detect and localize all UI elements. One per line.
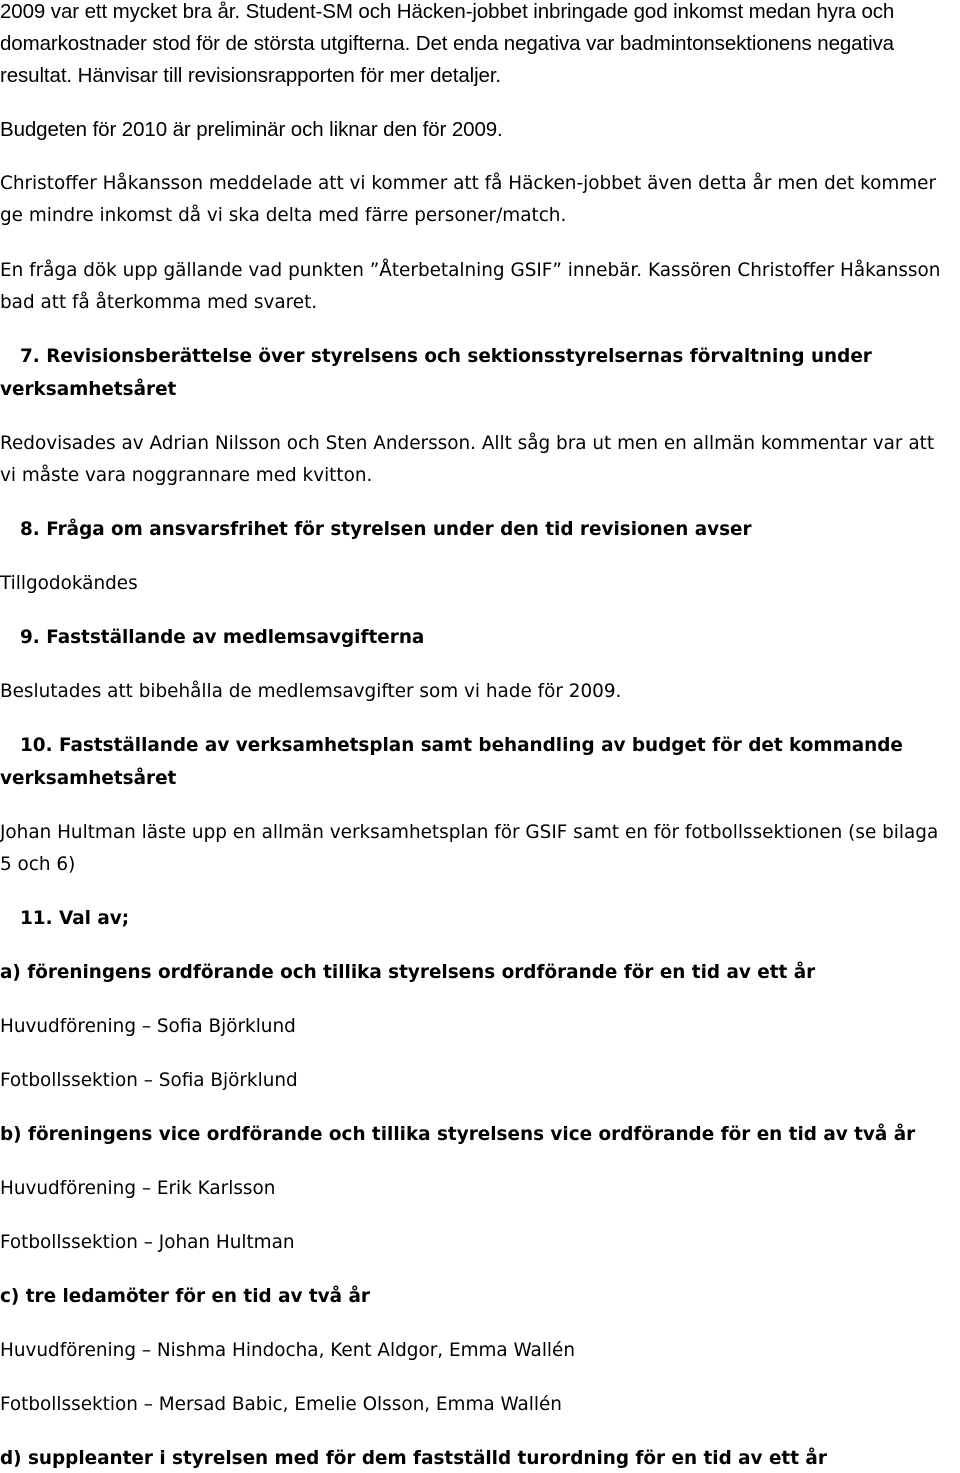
section-title: Fråga om ansvarsfrihet för styrelsen under den tid revisionen avser bbox=[46, 519, 752, 540]
paragraph-line: Johan Hultman läste upp en allmän verksamhetsplan för GSIF samt en för fotbollssektionen (se bilaga bbox=[0, 822, 939, 843]
paragraph-line: 5 och 6) bbox=[0, 854, 76, 875]
section-heading-11 bbox=[0, 907, 129, 931]
subsection-heading-a: a) föreningens ordförande och tillika styrelsens ordförande för en tid av ett år bbox=[0, 962, 816, 983]
paragraph-line: En fråga dök upp gällande vad punkten ”Återbetalning GSIF” innebär. Kassören Christoffer Håkansson bbox=[0, 260, 941, 281]
paragraph-line: vi måste vara noggrannare med kvitton. bbox=[0, 465, 373, 486]
subsection-heading-c: c) tre ledamöter för en tid av två år bbox=[0, 1286, 370, 1307]
paragraph-line: Redovisades av Adrian Nilsson och Sten Andersson. Allt såg bra ut men en allmän kommentar var att bbox=[0, 433, 935, 454]
paragraph-line: domarkostnader stod för de största utgifterna. Det enda negativa var badmintonsektionens negativa bbox=[0, 32, 894, 55]
section-number: 9. bbox=[20, 627, 40, 648]
section-heading-9 bbox=[0, 626, 424, 650]
list-item: Huvudförening – Sofia Björklund bbox=[0, 1016, 296, 1037]
list-item: Fotbollssektion – Sofia Björklund bbox=[0, 1070, 298, 1091]
list-item: Huvudförening – Nishma Hindocha, Kent Aldgor, Emma Wallén bbox=[0, 1340, 576, 1361]
section-title: Revisionsberättelse över styrelsens och sektionsstyrelsernas förvaltning under bbox=[46, 346, 872, 367]
paragraph-line: bad att få återkomma med svaret. bbox=[0, 292, 318, 313]
paragraph-line: resultat. Hänvisar till revisionsrapporten för mer detaljer. bbox=[0, 64, 502, 87]
section-heading-line: verksamhetsåret bbox=[0, 379, 177, 400]
section-number: 11. bbox=[20, 908, 53, 929]
section-number: 7. bbox=[20, 346, 40, 367]
section-heading-8 bbox=[0, 518, 752, 542]
list-item: Fotbollssektion – Johan Hultman bbox=[0, 1232, 295, 1253]
list-item: Huvudförening – Erik Karlsson bbox=[0, 1178, 276, 1199]
section-number: 10. bbox=[20, 735, 53, 756]
paragraph-line: Beslutades att bibehålla de medlemsavgifter som vi hade för 2009. bbox=[0, 681, 622, 702]
paragraph-line: 2009 var ett mycket bra år. Student-SM och Häcken-jobbet inbringade god inkomst medan hyra och bbox=[0, 0, 895, 23]
section-heading-7 bbox=[0, 345, 872, 369]
paragraph-line: Christoffer Håkansson meddelade att vi kommer att få Häcken-jobbet även detta år men det kommer bbox=[0, 173, 937, 194]
list-item: Fotbollssektion – Mersad Babic, Emelie Olsson, Emma Wallén bbox=[0, 1394, 562, 1415]
section-title: Val av; bbox=[59, 908, 130, 929]
paragraph-line: ge mindre inkomst då vi ska delta med färre personer/match. bbox=[0, 205, 567, 226]
section-number: 8. bbox=[20, 519, 40, 540]
paragraph-line: Budgeten för 2010 är preliminär och liknar den för 2009. bbox=[0, 118, 503, 141]
subsection-heading-d: d) suppleanter i styrelsen med för dem fastställd turordning för en tid av ett år bbox=[0, 1448, 827, 1469]
section-heading-line: verksamhetsåret bbox=[0, 768, 177, 789]
section-heading-10 bbox=[0, 734, 903, 758]
paragraph-line: Tillgodokändes bbox=[0, 573, 138, 594]
subsection-heading-b: b) föreningens vice ordförande och tillika styrelsens vice ordförande för en tid av två år bbox=[0, 1124, 916, 1145]
section-title: Fastställande av verksamhetsplan samt behandling av budget för det kommande bbox=[59, 735, 903, 756]
section-title: Fastställande av medlemsavgifterna bbox=[46, 627, 425, 648]
